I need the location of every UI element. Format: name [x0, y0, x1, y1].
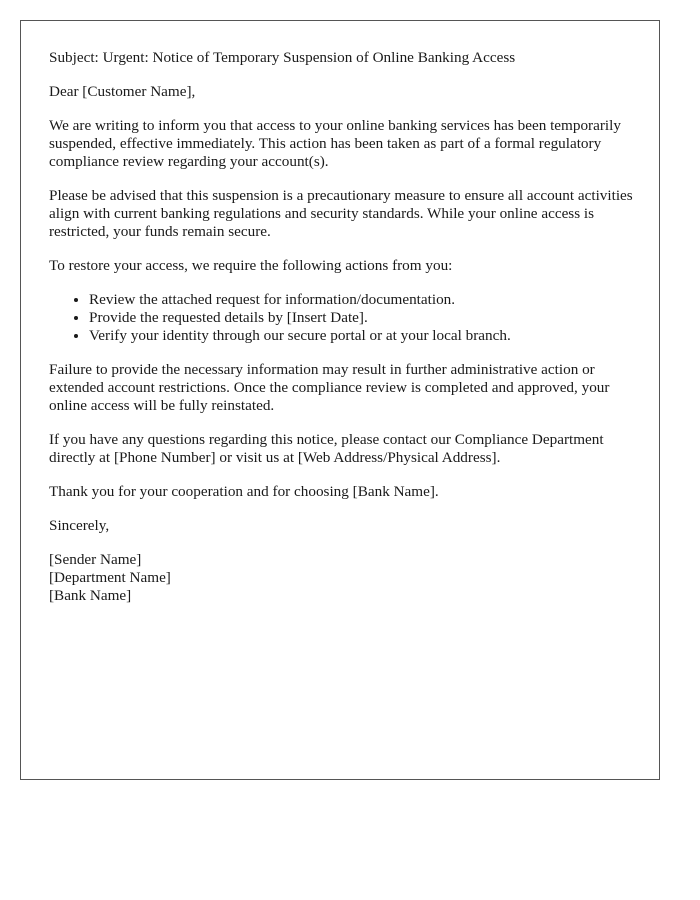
list-item: • Verify your identity through our secure portal or at your local branch.	[89, 327, 639, 345]
bank-name: [Bank Name]	[49, 587, 132, 604]
letter-subject: Subject: Urgent: Notice of Temporary Suspension of Online Banking Access	[49, 49, 516, 66]
paragraph-notice: We are writing to inform you that access to your online banking services has been temporarily suspended, effective immediately. This action has been taken as part of a formal regulatory compliance review regarding your account(s).	[49, 117, 621, 170]
signature-block	[49, 551, 639, 605]
paragraph-contact: If you have any questions regarding this notice, please contact our Compliance Department directly at [Phone Number] or visit us at [Web Address/Physical Address].	[49, 431, 604, 466]
letter-body	[49, 49, 639, 605]
list-item: • Provide the requested details by [Insert Date].	[89, 309, 639, 327]
paragraph-actions-intro: To restore your access, we require the following actions from you:	[49, 257, 453, 274]
letter-frame	[20, 20, 660, 780]
department-name: [Department Name]	[49, 569, 171, 586]
paragraph-consequences: Failure to provide the necessary information may result in further administrative action or extended account restrictions. Once the compliance review is completed and approved, your online access will be fully reinstated.	[49, 361, 610, 414]
letter-greeting: Dear [Customer Name],	[49, 83, 196, 100]
sender-name: [Sender Name]	[49, 551, 142, 568]
required-actions-list	[49, 291, 639, 345]
letter-closing: Sincerely,	[49, 517, 110, 534]
paragraph-precaution: Please be advised that this suspension is a precautionary measure to ensure all account activities align with current banking regulations and security standards. While your online access is restricted, your funds remain secure.	[49, 187, 633, 240]
list-item: • Review the attached request for information/documentation.	[89, 291, 639, 309]
paragraph-thanks: Thank you for your cooperation and for choosing [Bank Name].	[49, 483, 439, 500]
